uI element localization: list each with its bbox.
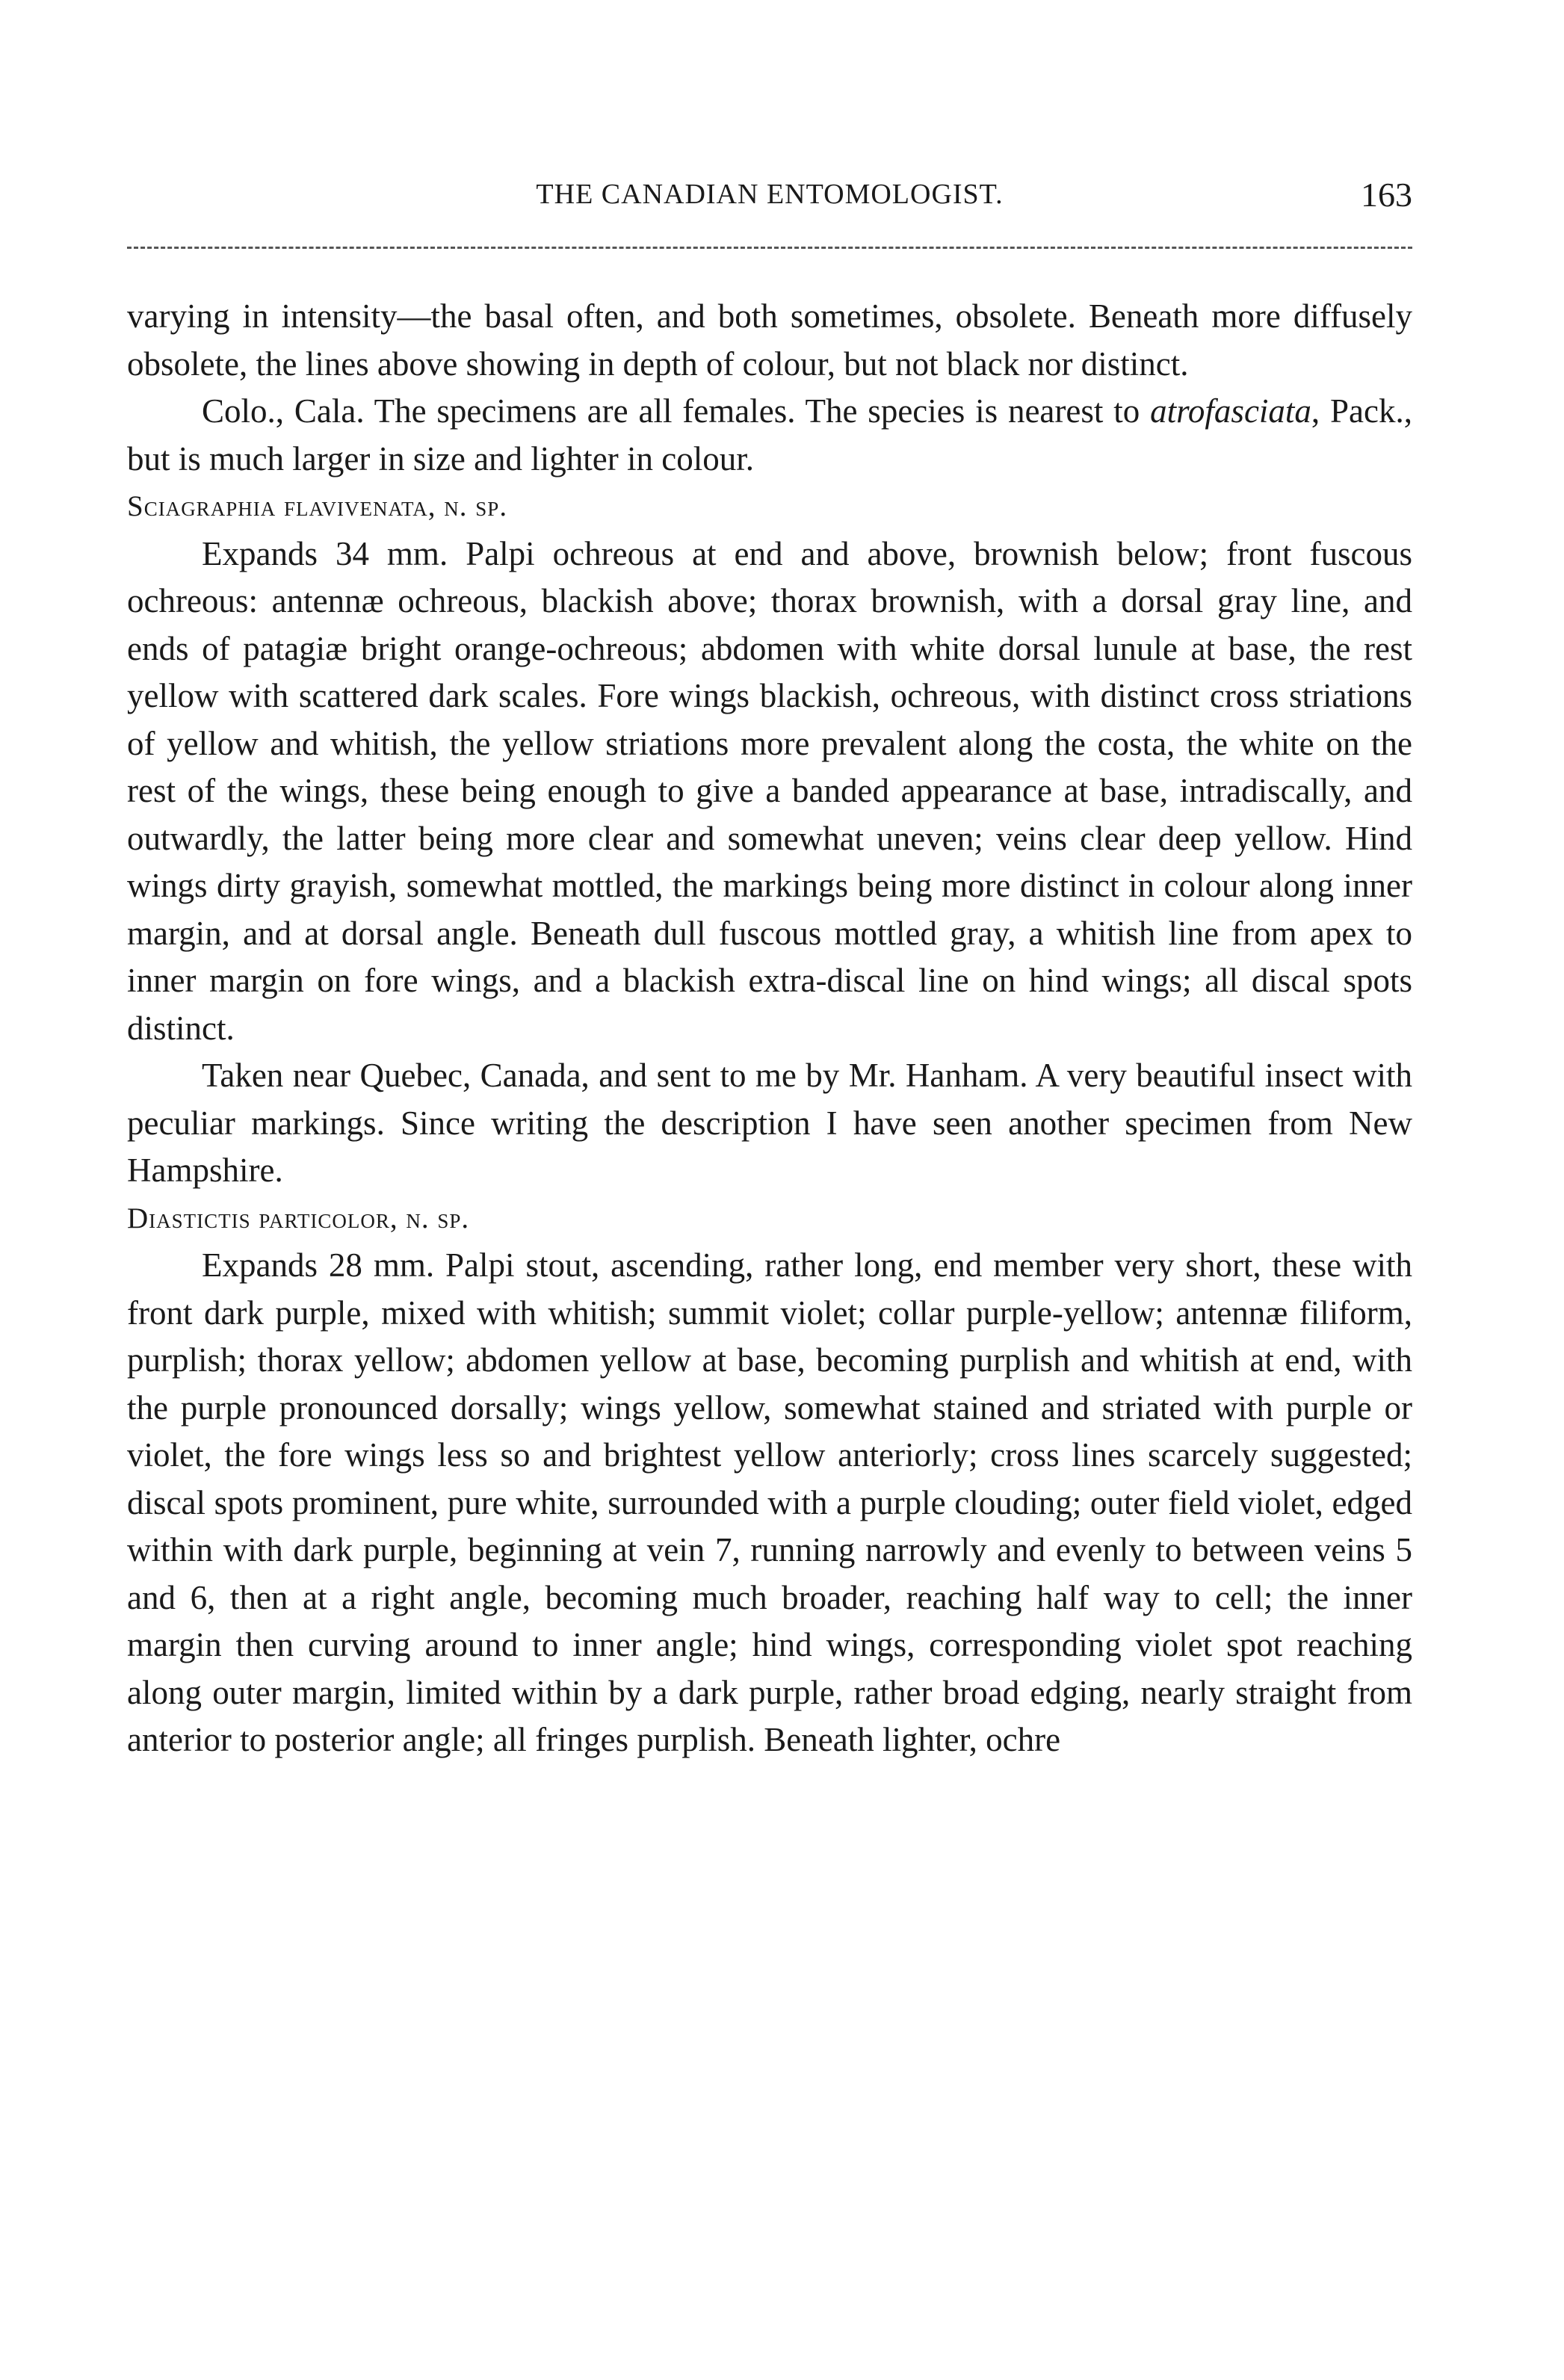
paragraph-text: Expands 28 mm. Palpi stout, ascending, rather long, end member very short, these with front dark purple, mixed with whitish; summit violet; collar purple-yellow; antennæ filiform, purplish; thorax yellow; abdomen yellow at base, becoming purplish and whitish at end, with the purple pronounced dorsally; wings yellow, somewhat stained and striated with purple or violet, the fore wings less so and brightest yellow anteriorly; cross lines scarcely suggested; discal spots prominent, pure white, surrounded with a purple clouding; outer field violet, edged within with dark purple, beginning at vein 7, running narrowly and evenly to between veins 5 and 6, then at a right angle, becoming much broader, reaching half way to cell; the inner margin then curving around to inner angle; hind wings, corresponding violet spot reaching along outer margin, limited within by a dark purple, rather broad edging, nearly straight from anterior to posterior angle; all fringes purplish. Beneath lighter, ochre xyxy=(127,1246,1412,1758)
header-rule xyxy=(127,247,1412,249)
running-title: THE CANADIAN ENTOMOLOGIST. xyxy=(536,179,1004,210)
page-header xyxy=(127,178,1412,223)
description-paragraph xyxy=(127,1242,1412,1764)
page-number: 163 xyxy=(1361,176,1412,214)
paragraph-text: Colo., Cala. The specimens are all females. The species is nearest to xyxy=(202,392,1151,430)
paragraph-text: varying in intensity—the basal often, and both sometimes, obsolete. Beneath more diffusely obsolete, the lines above showing in depth of colour, but not black nor distinct. xyxy=(127,297,1412,383)
paragraph-text: Taken near Quebec, Canada, and sent to me by Mr. Hanham. A very beautiful insect with peculiar markings. Since writing the description I have seen another specimen from New Hampshire. xyxy=(127,1057,1412,1189)
paragraph-text: Expands 34 mm. Palpi ochreous at end and above, brownish below; front fuscous ochreous: antennæ ochreous, blackish above; thorax brownish, with a dorsal gray line, and ends of patagiæ bright orange-ochreous; abdomen with white dorsal lunule at base, the rest yellow with scattered dark scales. Fore wings blackish, ochreous, with distinct cross striations of yellow and whitish, the yellow striations more prevalent along the costa, the white on the rest of the wings, these being enough to give a banded appearance at base, intradiscally, and outwardly, the latter being more clear and somewhat uneven; veins clear deep yellow. Hind wings dirty grayish, somewhat mottled, the markings being more distinct in colour along inner margin, and at dorsal angle. Beneath dull fuscous mottled gray, a whitish line from apex to inner margin on fore wings, and a blackish extra-discal line on hind wings; all discal spots distinct. xyxy=(127,534,1412,1047)
article-body xyxy=(127,293,1412,1764)
species-heading-diastictis xyxy=(127,1195,1412,1243)
species-name-italic: atrofasciata xyxy=(1150,392,1311,430)
continuation-paragraph xyxy=(127,293,1412,388)
locality-paragraph xyxy=(127,1052,1412,1195)
locality-paragraph xyxy=(127,388,1412,483)
species-heading-text: Sciagraphia flavivenata, n. sp. xyxy=(127,490,508,522)
species-heading-text: Diastictis particolor, n. sp. xyxy=(127,1202,470,1234)
description-paragraph xyxy=(127,531,1412,1053)
species-heading-sciagraphia xyxy=(127,483,1412,531)
paragraph-text: , Pack., but is much larger in size and lighter in colour. xyxy=(127,392,1412,477)
